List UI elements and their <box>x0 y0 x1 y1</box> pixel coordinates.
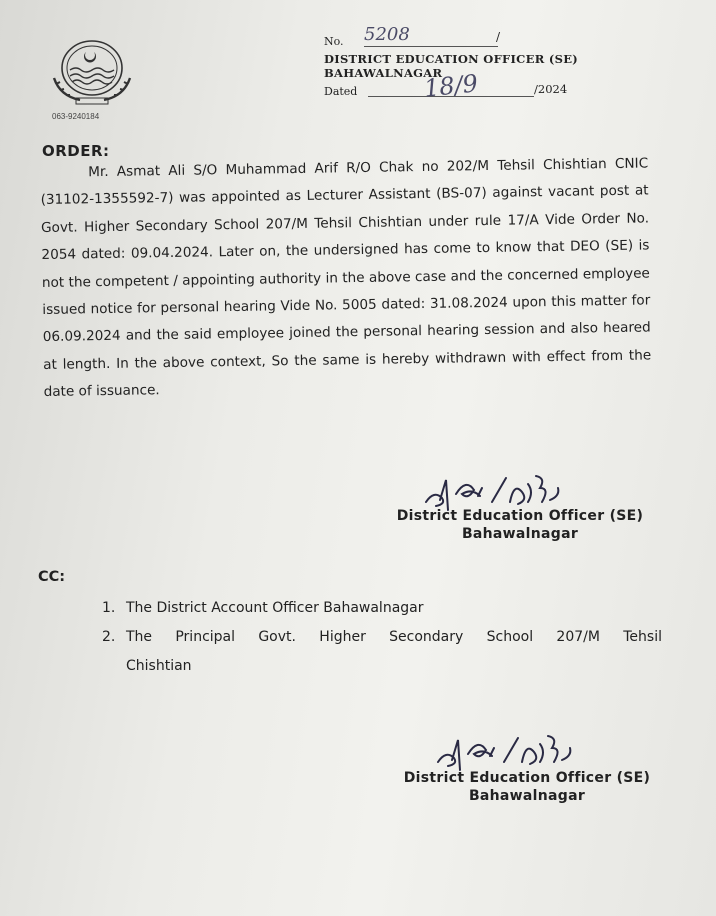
dated-label: Dated <box>324 85 358 98</box>
signature-block-1 <box>384 472 656 542</box>
office-title: DISTRICT EDUCATION OFFICER (SE) <box>324 52 579 66</box>
signature-scribble-icon <box>422 472 642 512</box>
dated-value: 18/9 <box>422 69 480 103</box>
signature-1-city: Bahawalnagar <box>461 526 579 542</box>
cc-item-1 <box>102 594 662 623</box>
cc-list <box>102 594 662 681</box>
number-label: No. <box>324 35 344 48</box>
cc-item-text: The Principal Govt. Higher Secondary School 207/M Tehsil Chishtian <box>126 629 662 674</box>
signature-scribble-icon <box>434 732 654 772</box>
number-underline <box>364 46 498 47</box>
cc-heading: CC: <box>38 569 66 585</box>
logo-phone-number: 063-9240184 <box>52 112 100 121</box>
order-heading: ORDER: <box>42 142 110 160</box>
order-body: Mr. Asmat Ali S/O Muhammad Arif R/O Chak no 202/M Tehsil Chishtian CNIC (31102-1355592-7) was appointed as Lecturer Assistant (BS-07) against vacant post at Govt. Higher Secondary School 207/M Tehsil Chishtian under rule 17/A Vide Order No. 2054 dated: 09.04.2024. Later on, the undersigned has come to know that DEO (SE) is not the competent / appointing authority in the above case and the concerned employee issued notice for personal hearing Vide No. 5005 dated: 31.08.2024 upon this matter for 06.09.2024 and the said employee joined the personal hearing session and also heared at length. In the above context, So the same is hereby withdrawn with effect from the date of issuance. <box>40 155 652 401</box>
punjab-govt-logo <box>46 38 138 108</box>
letter-number-line <box>324 24 578 48</box>
signature-2-city: Bahawalnagar <box>468 788 586 804</box>
dated-year: /2024 <box>534 82 568 96</box>
letter-number: 5208 <box>364 24 410 45</box>
signature-2-title: District Education Officer (SE) <box>403 770 651 786</box>
office-header <box>324 24 579 103</box>
cc-item-number: 2. <box>102 629 116 645</box>
cc-item-text: The District Account Officer Bahawalnagar <box>126 600 424 616</box>
signature-block-2 <box>386 732 668 804</box>
number-slash: / <box>496 30 501 44</box>
office-city: BAHAWALNAGAR <box>324 66 443 80</box>
signature-1-title: District Education Officer (SE) <box>396 508 644 524</box>
cc-item-number: 1. <box>102 600 116 616</box>
cc-item-2 <box>102 623 662 681</box>
